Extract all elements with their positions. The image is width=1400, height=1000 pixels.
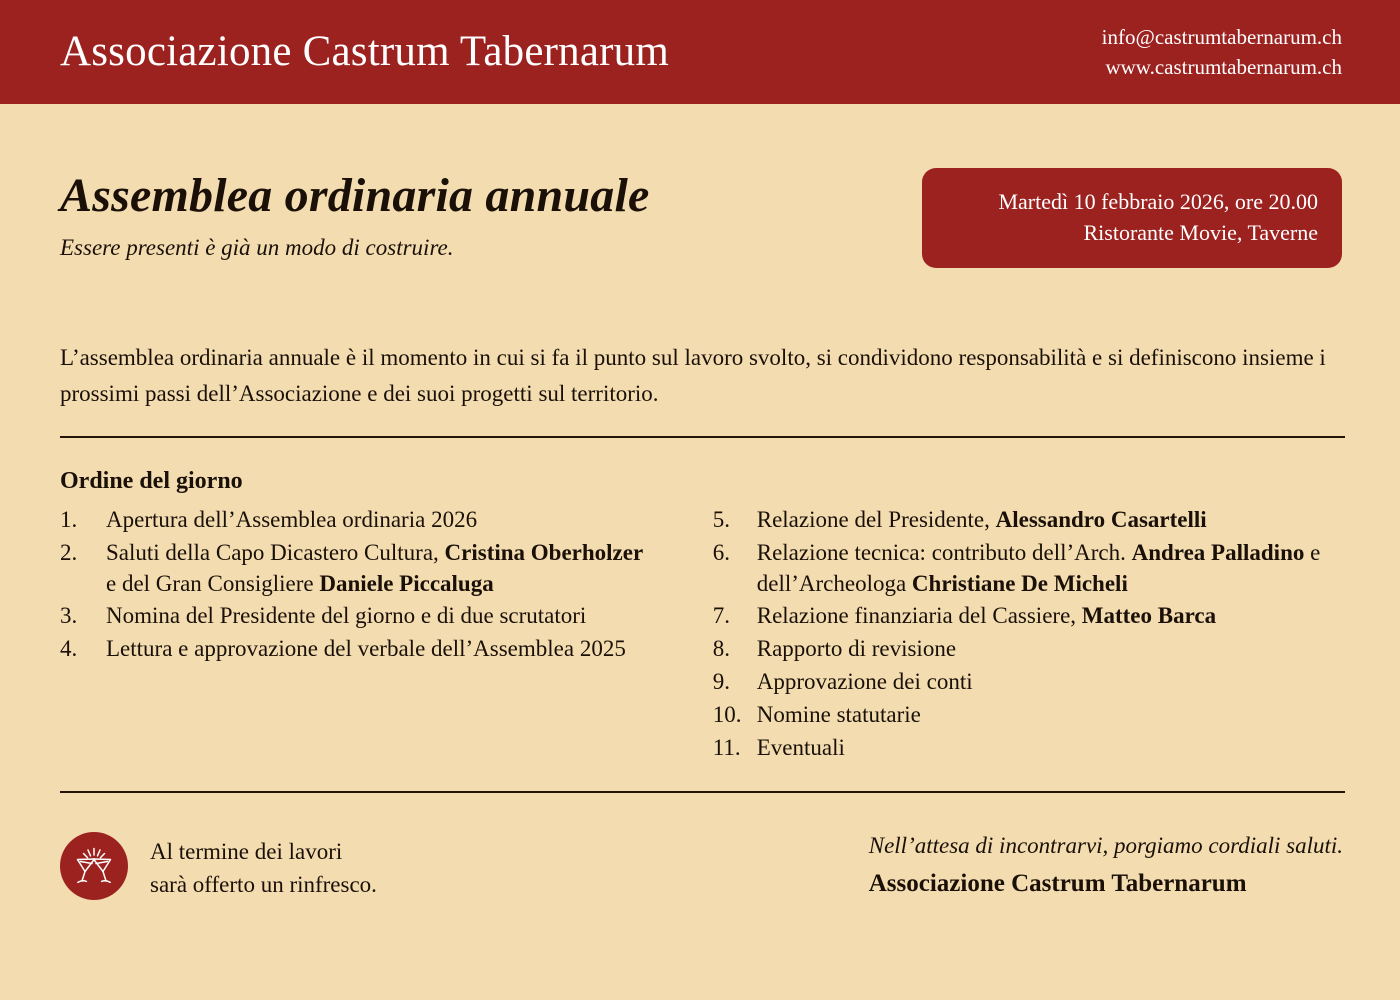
agenda-item-number: 9.	[712, 669, 730, 695]
agenda-item-fragment: e del Gran Consigliere	[106, 570, 320, 596]
agenda-column-right	[713, 505, 1345, 766]
event-datetime: Martedì 10 febbraio 2026, ore 20.00	[998, 189, 1318, 214]
event-venue: Ristorante Movie, Taverne	[1083, 220, 1318, 246]
agenda-item-number: 4.	[60, 636, 78, 662]
refreshment-line-2: sarà offerto un rinfresco.	[150, 871, 377, 897]
agenda-item	[713, 505, 1345, 536]
agenda-item-number: 11.	[712, 734, 741, 760]
agenda-item-name: Daniele Piccaluga	[319, 570, 494, 596]
refreshment-line-1: Al termine dei lavori	[150, 839, 343, 864]
agenda-item-name: Alessandro Casartelli	[995, 507, 1207, 532]
agenda-item-fragment: Lettura e approvazione del verbale dell’Assemblea 2025	[106, 636, 626, 662]
contact-email[interactable]: info@castrumtabernarum.ch	[1101, 24, 1342, 49]
agenda-item-text	[757, 601, 1345, 632]
page-title: Assemblea ordinaria annuale	[60, 169, 650, 222]
agenda-item	[60, 538, 653, 600]
agenda-item-fragment: e dell’Archeologa	[756, 539, 1321, 596]
agenda-item-text	[757, 505, 1345, 536]
agenda-item-number: 1.	[60, 507, 78, 532]
header-contact-block	[1102, 22, 1342, 83]
agenda-item-fragment: Relazione tecnica: contributo dell’Arch.	[756, 539, 1132, 565]
agenda-item-number: 10.	[712, 701, 742, 727]
agenda-item	[713, 733, 1345, 764]
agenda-item-fragment: Relazione finanziaria del Cassiere,	[756, 603, 1082, 629]
divider-bottom	[60, 791, 1345, 793]
agenda-item-fragment: Rapporto di revisione	[756, 636, 957, 662]
agenda-item-text	[106, 538, 653, 600]
cheers-glasses-icon	[60, 832, 128, 900]
closing-line: Nell’attesa di incontrarvi, porgiamo cordiali saluti.	[868, 833, 1343, 858]
contact-website[interactable]: www.castrumtabernarum.ch	[1105, 55, 1342, 79]
signature-block	[869, 830, 1345, 901]
agenda-item-text	[106, 505, 653, 536]
page-header	[0, 0, 1400, 104]
divider-top	[60, 436, 1345, 438]
agenda-item-fragment: Nomina del Presidente del giorno e di due scrutatori	[106, 603, 587, 629]
agenda-item	[60, 505, 653, 536]
agenda-item-fragment: Apertura dell’Assemblea ordinaria 2026	[106, 507, 478, 532]
agenda-item-number: 5.	[712, 507, 730, 532]
agenda-item-text	[757, 733, 1345, 764]
agenda-item-fragment: Approvazione dei conti	[756, 669, 973, 695]
refreshment-note	[60, 830, 377, 901]
agenda-item-number: 6.	[712, 539, 730, 565]
agenda-item-fragment: Eventuali	[756, 734, 845, 760]
agenda-item	[60, 601, 653, 632]
agenda-section	[60, 505, 1345, 766]
agenda-item-fragment: Saluti della Capo Dicastero Cultura,	[106, 539, 445, 565]
agenda-item-name: Cristina Oberholzer	[444, 539, 644, 565]
agenda-item	[713, 601, 1345, 632]
title-block	[60, 168, 650, 261]
agenda-item-number: 7.	[712, 603, 730, 629]
agenda-item-text	[106, 634, 653, 665]
agenda-item-number: 3.	[60, 603, 78, 629]
agenda-item	[713, 667, 1345, 698]
organization-title: Associazione Castrum Tabernarum	[60, 27, 669, 75]
agenda-item	[713, 538, 1345, 600]
agenda-item-text	[757, 667, 1345, 698]
agenda-heading: Ordine del giorno	[60, 468, 243, 494]
agenda-item-text	[757, 700, 1345, 731]
agenda-item-fragment: Nomine statutarie	[756, 701, 921, 727]
agenda-column-left	[60, 505, 653, 766]
agenda-item	[60, 634, 653, 665]
agenda-item-number: 2.	[60, 539, 78, 565]
page-footer	[60, 830, 1345, 901]
agenda-item-fragment: Relazione del Presidente,	[756, 507, 996, 532]
agenda-item-text	[757, 538, 1345, 600]
agenda-item-number: 8.	[712, 636, 730, 662]
agenda-item-name: Christiane De Micheli	[911, 570, 1128, 596]
agenda-item-text	[757, 634, 1345, 665]
agenda-item-name: Matteo Barca	[1081, 603, 1217, 629]
title-row	[0, 104, 1400, 268]
signature-name: Associazione Castrum Tabernarum	[868, 870, 1247, 898]
agenda-item-name: Andrea Palladino	[1131, 539, 1305, 565]
agenda-item	[713, 700, 1345, 731]
agenda-item	[713, 634, 1345, 665]
refreshment-text	[150, 830, 377, 901]
intro-paragraph: L’assemblea ordinaria annuale è il momento in cui si fa il punto sul lavoro svolto, si condividono responsabilità e si definiscono insieme i prossimi passi dell’Associazione e dei suoi progetti sul territorio.	[60, 345, 1326, 406]
event-date-badge	[922, 168, 1342, 268]
agenda-item-text	[106, 601, 653, 632]
page-subtitle: Essere presenti è già un modo di costruire.	[60, 234, 454, 260]
